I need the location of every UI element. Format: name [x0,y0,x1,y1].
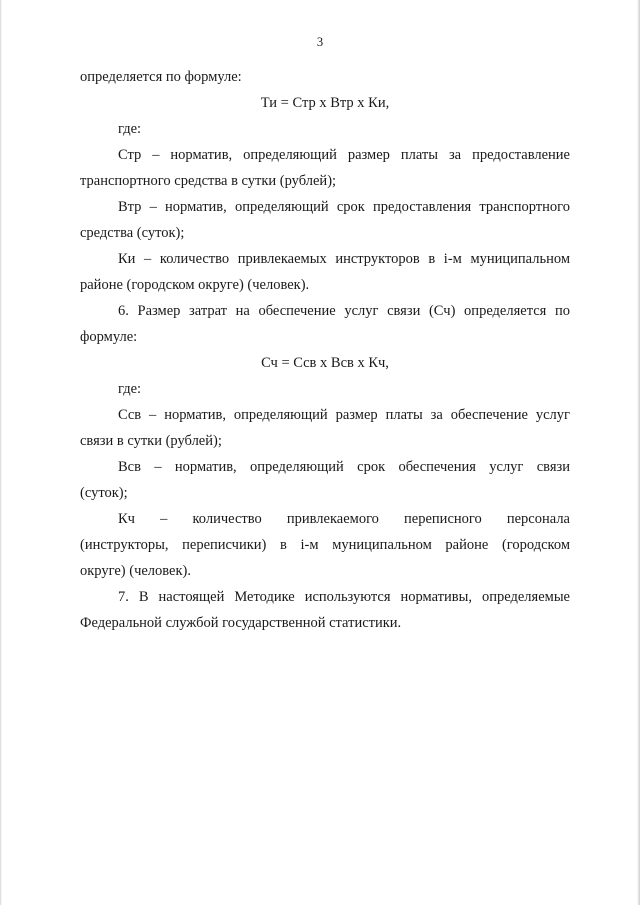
where-label: где: [118,121,142,137]
paragraph-6: 6. Размер затрат на обеспечение услуг связи (Сч) определяется по [118,303,570,319]
definition-ssv: Ссв – норматив, определяющий размер платы за обеспечение услуг [118,407,570,423]
definition-str: Стр – норматив, определяющий размер платы за предоставление [118,147,570,163]
text-line: средства (суток); [80,225,185,241]
text-line: (инструкторы, переписчики) в i-м муниципальном районе (городском [80,537,570,553]
formula-ti: Ти = Стр x Втр x Ки, [260,95,390,111]
text-line: районе (городском округе) (человек). [80,277,310,293]
text-line: (суток); [80,485,128,501]
text-line: округе) (человек). [80,563,191,579]
page-edge-left [0,0,2,905]
text-line: Федеральной службой государственной статистики. [80,615,402,631]
definition-kch: Кч – количество привлекаемого переписного персонала [118,511,570,527]
page-number: 3 [316,35,324,49]
definition-vsv: Всв – норматив, определяющий срок обеспечения услуг связи [118,459,570,475]
definition-ki: Ки – количество привлекаемых инструкторов в i-м муниципальном [118,251,570,267]
where-label: где: [118,381,142,397]
formula-sch: Сч = Ссв x Всв x Кч, [261,355,389,371]
text-line: формуле: [80,329,138,345]
document-body [80,64,570,636]
text-line: транспортного средства в сутки (рублей); [80,173,337,189]
text-line: определяется по формуле: [80,69,242,85]
paragraph-7: 7. В настоящей Методике используются нормативы, определяемые [118,589,570,605]
definition-vtr: Втр – норматив, определяющий срок предоставления транспортного [118,199,570,215]
text-line: связи в сутки (рублей); [80,433,222,449]
